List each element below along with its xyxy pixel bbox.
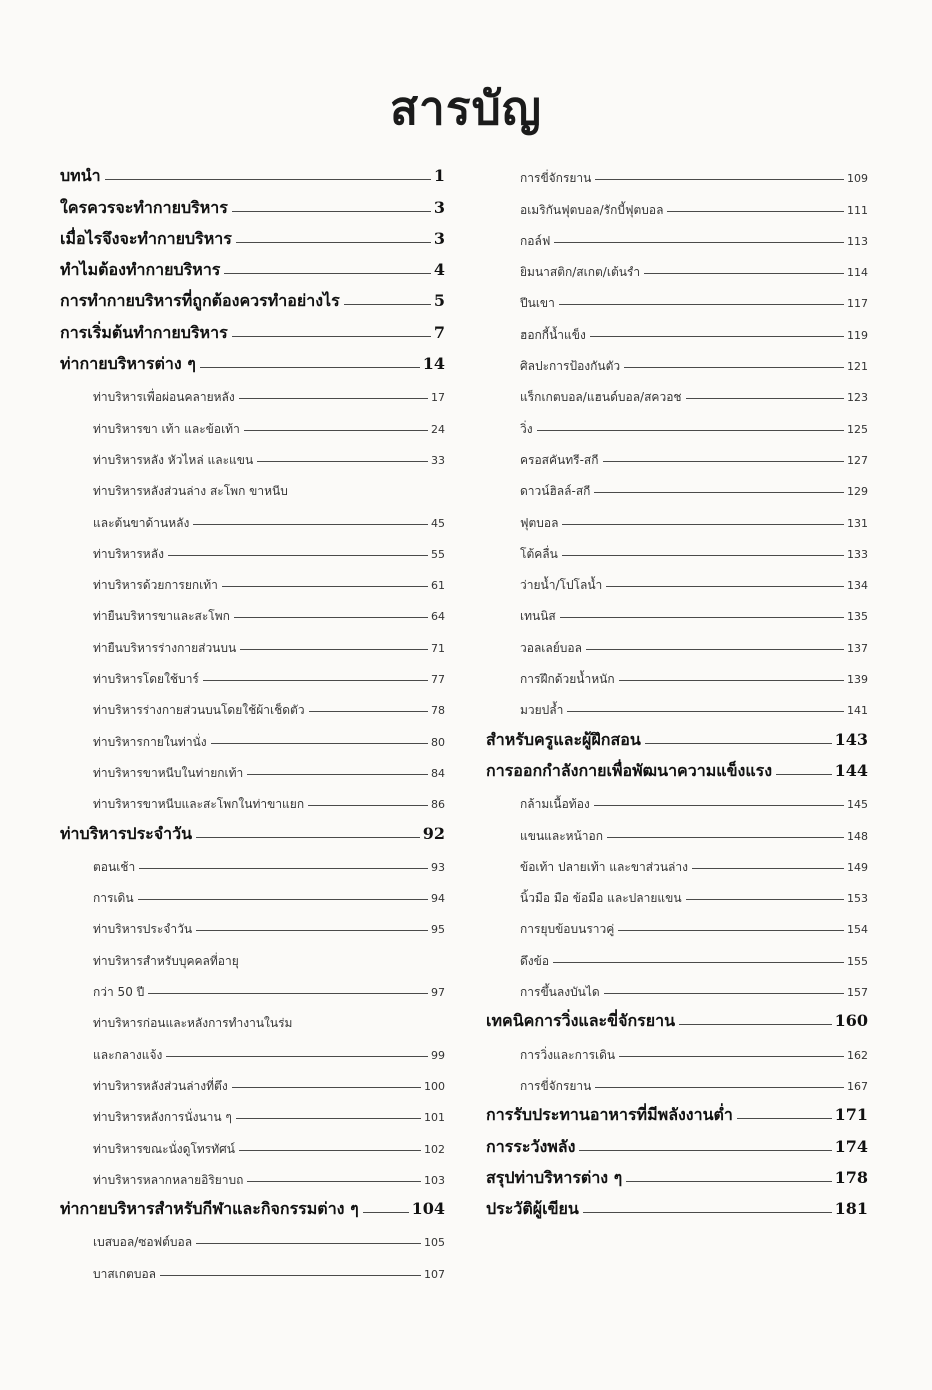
- toc-dot-leader: [200, 367, 420, 368]
- toc-page-number: 117: [847, 297, 868, 311]
- toc-entry-label: และต้นขาด้านหลัง: [93, 515, 190, 530]
- toc-dot-leader: [537, 430, 844, 431]
- toc-dot-leader: [560, 617, 844, 618]
- toc-dot-leader: [590, 336, 844, 337]
- toc-dot-leader: [257, 461, 428, 462]
- toc-left-column: [60, 158, 445, 1285]
- toc-section-entry: [60, 940, 445, 971]
- toc-dot-leader: [166, 1056, 428, 1057]
- toc-entry-label: และกลางแจ้ง: [93, 1047, 163, 1062]
- toc-page-number: 148: [847, 829, 868, 843]
- toc-dot-leader: [603, 461, 844, 462]
- toc-entry-label: การขึ้นลงบันได: [520, 985, 600, 1000]
- toc-section-entry: [60, 377, 445, 408]
- toc-page-number: 145: [847, 798, 868, 812]
- toc-section-entry: [60, 1128, 445, 1159]
- toc-section-entry: [486, 377, 868, 408]
- toc-section-entry: [60, 1253, 445, 1284]
- toc-page-number: 61: [431, 579, 445, 593]
- toc-entry-label: มวยปล้ำ: [520, 703, 564, 718]
- toc-dot-leader: [594, 492, 844, 493]
- toc-section-entry: [486, 408, 868, 439]
- toc-chapter-entry: [60, 1191, 445, 1222]
- toc-entry-label: เทนนิส: [520, 609, 556, 624]
- toc-dot-leader: [619, 1056, 844, 1057]
- toc-dot-leader: [583, 1212, 832, 1213]
- toc-page-number: 104: [411, 1199, 445, 1219]
- toc-page-number: 33: [431, 453, 445, 467]
- toc-section-entry: [60, 659, 445, 690]
- toc-entry-label: การขี่จักรยาน: [520, 1078, 592, 1093]
- toc-section-entry: [60, 784, 445, 815]
- toc-entry-label: ใครควรจะทำกายบริหาร: [60, 197, 228, 217]
- toc-chapter-entry: [486, 753, 868, 784]
- toc-dot-leader: [363, 1212, 409, 1213]
- toc-section-entry: [60, 1034, 445, 1065]
- toc-dot-leader: [148, 993, 428, 994]
- toc-chapter-entry: [60, 189, 445, 220]
- toc-page-number: 7: [433, 322, 445, 342]
- toc-page-number: 3: [433, 197, 445, 217]
- toc-dot-leader: [554, 242, 844, 243]
- toc-entry-label: ท่าบริหารหลังส่วนล่างที่ตึง: [93, 1078, 228, 1093]
- toc-dot-leader: [644, 273, 844, 274]
- toc-chapter-entry: [60, 283, 445, 314]
- toc-dot-leader: [618, 930, 844, 931]
- toc-dot-leader: [586, 649, 844, 650]
- toc-entry-label: ท่าบริหารร่างกายส่วนบนโดยใช้ผ้าเช็ดตัว: [93, 703, 305, 718]
- toc-dot-leader: [247, 1181, 421, 1182]
- toc-chapter-entry: [60, 815, 445, 846]
- toc-dot-leader: [667, 211, 844, 212]
- toc-page-number: 133: [847, 547, 868, 561]
- toc-page-number: 119: [847, 328, 868, 342]
- toc-dot-leader: [562, 524, 844, 525]
- toc-dot-leader: [138, 899, 428, 900]
- toc-dot-leader: [344, 304, 431, 305]
- toc-page-number: 149: [847, 860, 868, 874]
- toc-entry-label: การขี่จักรยาน: [520, 171, 592, 186]
- toc-page-number: 141: [847, 704, 868, 718]
- toc-page-number: 95: [431, 923, 445, 937]
- toc-entry-label: ครอสคันทรี-สกี: [520, 452, 599, 467]
- toc-chapter-entry: [60, 158, 445, 189]
- toc-section-entry: [486, 972, 868, 1003]
- toc-page-number: 94: [431, 892, 445, 906]
- toc-page-number: 93: [431, 860, 445, 874]
- toc-section-entry: [60, 1066, 445, 1097]
- toc-dot-leader: [240, 649, 428, 650]
- toc-dot-leader: [236, 1118, 421, 1119]
- toc-section-entry: [486, 221, 868, 252]
- toc-section-entry: [486, 596, 868, 627]
- toc-entry-label: ท่าบริหารโดยใช้บาร์: [93, 672, 199, 687]
- toc-dot-leader: [224, 273, 430, 274]
- toc-section-entry: [486, 158, 868, 189]
- toc-section-entry: [60, 627, 445, 658]
- toc-entry-label: ท่าบริหารหลัง หัวไหล่ และแขน: [93, 452, 254, 467]
- toc-page-number: 181: [834, 1199, 868, 1219]
- toc-entry-label: การวิ่งและการเดิน: [520, 1047, 616, 1062]
- toc-page-number: 135: [847, 610, 868, 624]
- toc-section-entry: [60, 440, 445, 471]
- toc-dot-leader: [567, 711, 844, 712]
- toc-section-entry: [486, 815, 868, 846]
- toc-page-number: 144: [834, 760, 868, 780]
- toc-page-number: 174: [834, 1136, 868, 1156]
- toc-entry-label: ดาวน์ฮิลล์-สกี: [520, 484, 591, 499]
- toc-dot-leader: [737, 1118, 832, 1119]
- toc-entry-label: วอลเลย์บอล: [520, 640, 582, 655]
- toc-entry-label: การฝึกด้วยน้ำหนัก: [520, 672, 615, 687]
- toc-entry-label: อเมริกันฟุตบอล/รักบี้ฟุตบอล: [520, 202, 664, 217]
- toc-chapter-entry: [486, 1003, 868, 1034]
- toc-page-number: 17: [431, 391, 445, 405]
- toc-entry-label: โต้คลื่น: [520, 546, 558, 561]
- toc-entry-label: ท่าบริหารประจำวัน: [60, 823, 193, 843]
- toc-section-entry: [486, 690, 868, 721]
- toc-dot-leader: [686, 398, 844, 399]
- toc-section-entry: [60, 721, 445, 752]
- toc-page-number: 162: [847, 1048, 868, 1062]
- toc-section-entry: [486, 283, 868, 314]
- toc-section-entry: [60, 878, 445, 909]
- toc-entry-label: ท่าบริหารสำหรับบุคคลที่อายุ: [93, 953, 239, 968]
- toc-entry-label: ฟุตบอล: [520, 515, 559, 530]
- toc-chapter-entry: [486, 1160, 868, 1191]
- toc-entry-label: บทนำ: [60, 166, 101, 186]
- toc-page-number: 77: [431, 673, 445, 687]
- toc-entry-label: การรับประทานอาหารที่มีพลังงานต่ำ: [486, 1105, 733, 1125]
- toc-entry-label: นิ้วมือ มือ ข้อมือ และปลายแขน: [520, 891, 682, 906]
- toc-page-number: 100: [424, 1079, 445, 1093]
- toc-entry-label: ท่าบริหารหลังการนั่งนาน ๆ: [93, 1110, 232, 1125]
- toc-entry-label: ท่ายืนบริหารขาและสะโพก: [93, 609, 230, 624]
- toc-entry-label: วิ่ง: [520, 421, 533, 436]
- toc-chapter-entry: [60, 221, 445, 252]
- toc-entry-label: ท่าบริหารก่อนและหลังการทำงานในร่ม: [93, 1016, 293, 1031]
- toc-section-entry: [486, 189, 868, 220]
- toc-section-entry: [60, 534, 445, 565]
- toc-dot-leader: [692, 868, 844, 869]
- toc-entry-label: ดึงข้อ: [520, 953, 550, 968]
- toc-page-number: 86: [431, 798, 445, 812]
- toc-entry-label: สำหรับครูและผู้ฝึกสอน: [486, 729, 641, 749]
- toc-entry-label: ตอนเช้า: [93, 859, 136, 874]
- toc-section-entry: [60, 1222, 445, 1253]
- toc-section-entry: [486, 314, 868, 345]
- toc-section-entry: [60, 565, 445, 596]
- toc-dot-leader: [679, 1024, 832, 1025]
- toc-dot-leader: [196, 837, 420, 838]
- toc-page-number: 143: [834, 729, 868, 749]
- toc-dot-leader: [776, 774, 832, 775]
- toc-dot-leader: [308, 805, 428, 806]
- toc-entry-label: การยุบข้อบนราวคู่: [520, 922, 615, 937]
- toc-entry-label: ท่าบริหารขา เท้า และข้อเท้า: [93, 421, 240, 436]
- toc-section-entry: [60, 753, 445, 784]
- toc-entry-label: ท่าบริหารประจำวัน: [93, 922, 193, 937]
- toc-page-number: 131: [847, 516, 868, 530]
- toc-section-entry: [60, 1097, 445, 1128]
- toc-page-number: 109: [847, 172, 868, 186]
- toc-entry-label: เมื่อไรจึงจะทำกายบริหาร: [60, 228, 232, 248]
- toc-dot-leader: [624, 367, 844, 368]
- toc-entry-label: ยิมนาสติก/สเกต/เต้นรำ: [520, 265, 641, 280]
- toc-page-number: 24: [431, 422, 445, 436]
- toc-dot-leader: [604, 993, 844, 994]
- toc-page-number: 127: [847, 453, 868, 467]
- toc-page-number: 107: [424, 1267, 445, 1281]
- toc-dot-leader: [645, 743, 832, 744]
- toc-page-number: 157: [847, 986, 868, 1000]
- toc-chapter-entry: [60, 314, 445, 345]
- toc-page-number: 125: [847, 422, 868, 436]
- toc-entry-label: ท่าบริหารกายในท่านั่ง: [93, 734, 207, 749]
- toc-section-entry: [486, 847, 868, 878]
- toc-section-entry: [60, 972, 445, 1003]
- toc-page-number: 97: [431, 986, 445, 1000]
- toc-entry-label: การเดิน: [93, 891, 134, 906]
- toc-entry-label: ท่าบริหารหลังส่วนล่าง สะโพก ขาหนีบ: [93, 484, 288, 499]
- toc-page-number: 167: [847, 1079, 868, 1093]
- toc-page-number: 139: [847, 673, 868, 687]
- toc-section-entry: [486, 471, 868, 502]
- toc-chapter-entry: [486, 1128, 868, 1159]
- toc-section-entry: [60, 1160, 445, 1191]
- toc-page-number: 129: [847, 485, 868, 499]
- toc-dot-leader: [553, 962, 844, 963]
- toc-entry-label: การเริ่มต้นทำกายบริหาร: [60, 322, 228, 342]
- toc-page-number: 137: [847, 641, 868, 655]
- toc-entry-label: แขนและหน้าอก: [520, 828, 603, 843]
- toc-entry-label: ว่ายน้ำ/โปโลน้ำ: [520, 578, 603, 593]
- toc-dot-leader: [196, 1243, 421, 1244]
- toc-section-entry: [486, 784, 868, 815]
- toc-chapter-entry: [60, 346, 445, 377]
- toc-page-number: 155: [847, 954, 868, 968]
- toc-dot-leader: [139, 868, 428, 869]
- toc-dot-leader: [595, 1087, 844, 1088]
- toc-section-entry: [486, 346, 868, 377]
- toc-page-number: 4: [433, 260, 445, 280]
- toc-page-number: 84: [431, 766, 445, 780]
- toc-section-entry: [486, 252, 868, 283]
- toc-page-number: 45: [431, 516, 445, 530]
- toc-dot-leader: [232, 211, 431, 212]
- toc-page-number: 92: [422, 823, 445, 843]
- toc-dot-leader: [607, 837, 844, 838]
- toc-entry-label: การออกกำลังกายเพื่อพัฒนาความแข็งแรง: [486, 760, 773, 780]
- toc-entry-label: ท่าบริหารหลากหลายอิริยาบถ: [93, 1172, 244, 1187]
- toc-entry-label: บาสเกตบอล: [93, 1266, 157, 1281]
- toc-section-entry: [486, 502, 868, 533]
- toc-page-number: 3: [433, 228, 445, 248]
- toc-entry-label: ฮอกกี้น้ำแข็ง: [520, 327, 586, 342]
- toc-chapter-entry: [60, 252, 445, 283]
- toc-section-entry: [60, 1003, 445, 1034]
- toc-entry-label: การทำกายบริหารที่ถูกต้องควรทำอย่างไร: [60, 291, 340, 311]
- toc-dot-leader: [579, 1150, 831, 1151]
- toc-section-entry: [60, 690, 445, 721]
- toc-page-number: 1: [433, 166, 445, 186]
- toc-entry-label: เบสบอล/ซอฟต์บอล: [93, 1235, 193, 1250]
- toc-dot-leader: [606, 586, 844, 587]
- toc-entry-label: การระวังพลัง: [486, 1136, 576, 1156]
- toc-page-number: 171: [834, 1105, 868, 1125]
- toc-entry-label: ท่าบริหารขณะนั่งดูโทรทัศน์: [93, 1141, 235, 1156]
- toc-entry-label: ท่าบริหารขาหนีบและสะโพกในท่าขาแยก: [93, 797, 305, 812]
- toc-entry-label: ท่าบริหารเพื่อผ่อนคลายหลัง: [93, 390, 235, 405]
- toc-page-number: 114: [847, 266, 868, 280]
- toc-section-entry: [60, 408, 445, 439]
- toc-dot-leader: [559, 304, 844, 305]
- toc-dot-leader: [211, 743, 428, 744]
- toc-dot-leader: [232, 336, 431, 337]
- toc-dot-leader: [203, 680, 428, 681]
- toc-entry-label: กล้ามเนื้อท้อง: [520, 797, 590, 812]
- toc-entry-label: ท่าบริหารขาหนีบในท่ายกเท้า: [93, 765, 244, 780]
- toc-entry-label: ทำไมต้องทำกายบริหาร: [60, 260, 221, 280]
- toc-page-number: 113: [847, 234, 868, 248]
- toc-section-entry: [486, 440, 868, 471]
- toc-page-number: 71: [431, 641, 445, 655]
- toc-page-number: 154: [847, 923, 868, 937]
- toc-dot-leader: [595, 179, 844, 180]
- toc-page-number: 55: [431, 547, 445, 561]
- toc-page-number: 105: [424, 1236, 445, 1250]
- toc-entry-label: ท่ากายบริหารต่าง ๆ: [60, 354, 196, 374]
- toc-dot-leader: [239, 398, 428, 399]
- toc-page-number: 103: [424, 1173, 445, 1187]
- toc-section-entry: [60, 596, 445, 627]
- toc-entry-label: กว่า 50 ปี: [93, 985, 145, 1000]
- toc-page-number: 101: [424, 1111, 445, 1125]
- toc-section-entry: [60, 471, 445, 502]
- toc-entry-label: แร็กเกตบอล/แฮนด์บอล/สควอช: [520, 390, 682, 405]
- toc-entry-label: ท่าบริหารหลัง: [93, 546, 164, 561]
- toc-section-entry: [60, 909, 445, 940]
- toc-page-number: 80: [431, 735, 445, 749]
- toc-page-number: 99: [431, 1048, 445, 1062]
- toc-chapter-entry: [486, 721, 868, 752]
- toc-section-entry: [486, 627, 868, 658]
- toc-dot-leader: [196, 930, 428, 931]
- toc-dot-leader: [686, 899, 844, 900]
- toc-page-number: 78: [431, 704, 445, 718]
- toc-page-number: 160: [834, 1011, 868, 1031]
- toc-chapter-entry: [486, 1191, 868, 1222]
- toc-entry-label: กอล์ฟ: [520, 233, 551, 248]
- toc-page-number: 123: [847, 391, 868, 405]
- toc-section-entry: [486, 1066, 868, 1097]
- toc-dot-leader: [193, 524, 428, 525]
- toc-page-number: 178: [834, 1167, 868, 1187]
- toc-entry-label: เทคนิคการวิ่งและขี่จักรยาน: [486, 1011, 676, 1031]
- toc-entry-label: ท่าบริหารด้วยการยกเท้า: [93, 578, 218, 593]
- toc-section-entry: [486, 534, 868, 565]
- toc-page-number: 111: [847, 203, 868, 217]
- toc-section-entry: [486, 659, 868, 690]
- toc-entry-label: สรุปท่าบริหารต่าง ๆ: [486, 1167, 623, 1187]
- toc-page-number: 102: [424, 1142, 445, 1156]
- toc-section-entry: [486, 878, 868, 909]
- toc-entry-label: ท่ากายบริหารสำหรับกีฬาและกิจกรรมต่าง ๆ: [60, 1199, 359, 1219]
- toc-section-entry: [60, 502, 445, 533]
- toc-dot-leader: [626, 1181, 831, 1182]
- toc-page-number: 5: [433, 291, 445, 311]
- toc-page-number: 134: [847, 579, 868, 593]
- toc-dot-leader: [168, 555, 428, 556]
- toc-section-entry: [486, 909, 868, 940]
- toc-dot-leader: [594, 805, 844, 806]
- toc-dot-leader: [562, 555, 844, 556]
- toc-page-number: 153: [847, 892, 868, 906]
- toc-dot-leader: [234, 617, 428, 618]
- toc-dot-leader: [222, 586, 428, 587]
- toc-dot-leader: [105, 179, 431, 180]
- toc-section-entry: [486, 1034, 868, 1065]
- toc-dot-leader: [236, 242, 431, 243]
- toc-page-number: 121: [847, 360, 868, 374]
- toc-dot-leader: [232, 1087, 421, 1088]
- toc-dot-leader: [309, 711, 428, 712]
- toc-dot-leader: [239, 1150, 421, 1151]
- toc-right-column: [486, 158, 868, 1222]
- toc-section-entry: [486, 940, 868, 971]
- toc-dot-leader: [619, 680, 844, 681]
- toc-entry-label: ประวัติผู้เขียน: [486, 1199, 579, 1219]
- toc-chapter-entry: [486, 1097, 868, 1128]
- toc-dot-leader: [244, 430, 428, 431]
- page-title: สารบัญ: [389, 81, 542, 135]
- toc-page-number: 64: [431, 610, 445, 624]
- toc-page-number: 14: [422, 354, 445, 374]
- toc-entry-label: ข้อเท้า ปลายเท้า และขาส่วนล่าง: [520, 859, 688, 874]
- toc-section-entry: [486, 565, 868, 596]
- toc-dot-leader: [160, 1275, 421, 1276]
- toc-section-entry: [60, 847, 445, 878]
- toc-entry-label: ศิลปะการป้องกันตัว: [520, 359, 621, 374]
- toc-dot-leader: [247, 774, 428, 775]
- toc-entry-label: ท่ายืนบริหารร่างกายส่วนบน: [93, 640, 237, 655]
- toc-entry-label: ปีนเขา: [520, 296, 555, 311]
